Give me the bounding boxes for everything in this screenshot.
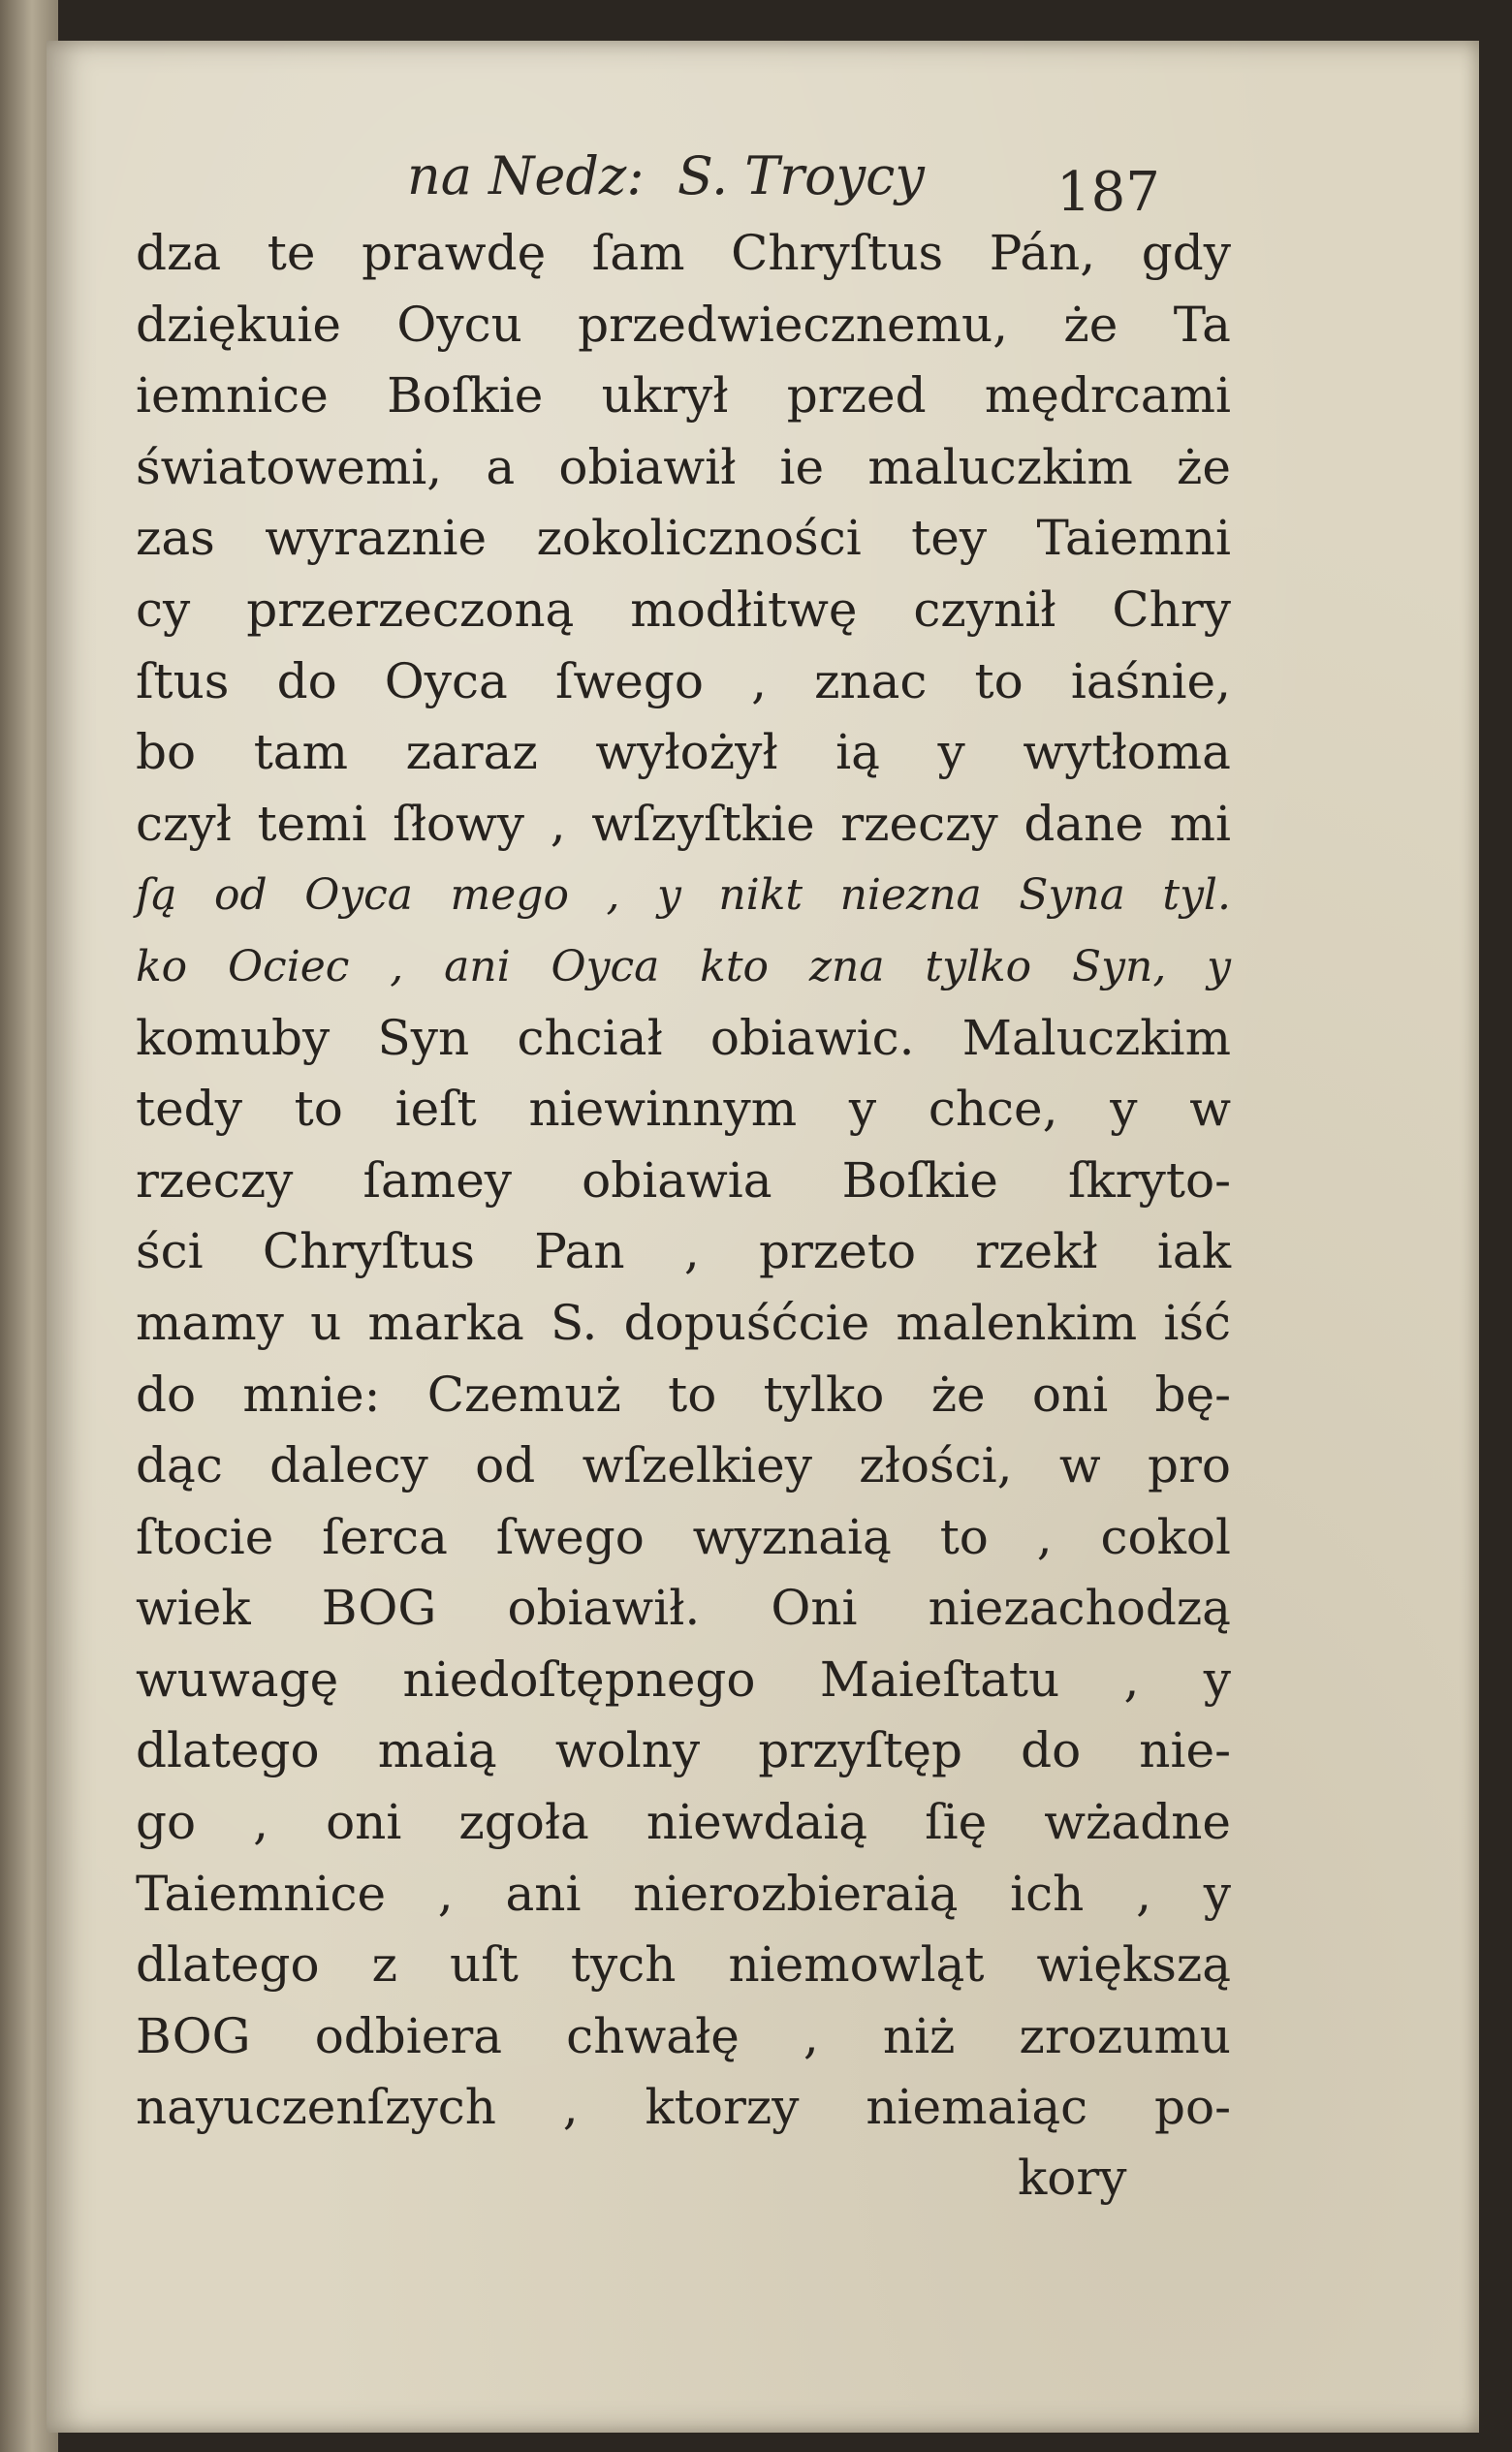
text-line: czył temi ſłowy , wſzyſtkie rzeczy dane mi: [136, 795, 1231, 852]
running-header-title: na Nedz: S. Troycy: [407, 145, 925, 206]
text-line: dlatego maią wolny przyſtęp do nie-: [136, 1722, 1231, 1779]
text-line: zas wyraznie zokoliczności tey Taiemni: [136, 510, 1231, 567]
text-line: wiek BOG obiawił. Oni niezachodzą: [136, 1580, 1231, 1637]
text-line: tedy to ieſt niewinnym y chce, y w: [136, 1081, 1231, 1138]
text-line: dąc dalecy od wſzelkiey złości, w pro: [136, 1437, 1231, 1494]
running-header: [407, 145, 1279, 224]
text-line: dza te prawdę ſam Chryſtus Pán, gdy: [136, 225, 1231, 281]
text-line: ści Chryſtus Pan , przeto rzekł iak: [136, 1223, 1231, 1280]
text-line: rzeczy ſamey obiawia Boſkie ſkryto-: [136, 1151, 1231, 1209]
text-line: do mnie: Czemuż to tylko że oni bę-: [136, 1366, 1231, 1423]
text-line-quotation: ſą od Oyca mego , y nikt niezna Syna tyl.: [136, 870, 1231, 921]
text-line: BOG odbiera chwałę , niż zrozumu: [136, 2007, 1231, 2064]
text-line: dlatego z uſt tych niemowląt większą: [136, 1936, 1231, 1994]
text-line: mamy u marka S. dopuśćcie malenkim iść: [136, 1294, 1231, 1351]
text-line: dziękuie Oycu przedwiecznemu, że Ta: [136, 296, 1231, 353]
body-text: [136, 218, 1231, 2144]
catchword: kory: [1018, 2150, 1127, 2206]
text-line: Taiemnice , ani nierozbieraią ich , y: [136, 1865, 1231, 1922]
text-line: ſtocie ſerca ſwego wyznaią to , cokol: [136, 1508, 1231, 1565]
text-line: bo tam zaraz wyłożył ią y wytłoma: [136, 724, 1231, 781]
text-line: go , oni zgoła niewdaią ſię wżadne: [136, 1794, 1231, 1851]
text-line-quotation: ko Ociec , ani Oyca kto zna tylko Syn, y: [136, 941, 1231, 991]
text-line: cy przerzeczoną modłitwę czynił Chry: [136, 581, 1231, 638]
text-line: iemnice Boſkie ukrył przed mędrcami: [136, 367, 1231, 424]
text-line: wuwagę niedoſtępnego Maieſtatu , y: [136, 1650, 1231, 1708]
text-line: nayuczenſzych , ktorzy niemaiąc po-: [136, 2079, 1231, 2136]
text-line: komuby Syn chciał obiawic. Maluczkim: [136, 1009, 1231, 1066]
text-line: ſtus do Oyca ſwego , znac to iaśnie,: [136, 652, 1231, 709]
page-number: 187: [1056, 161, 1160, 224]
text-line: światowemi, a obiawił ie maluczkim że: [136, 438, 1231, 495]
